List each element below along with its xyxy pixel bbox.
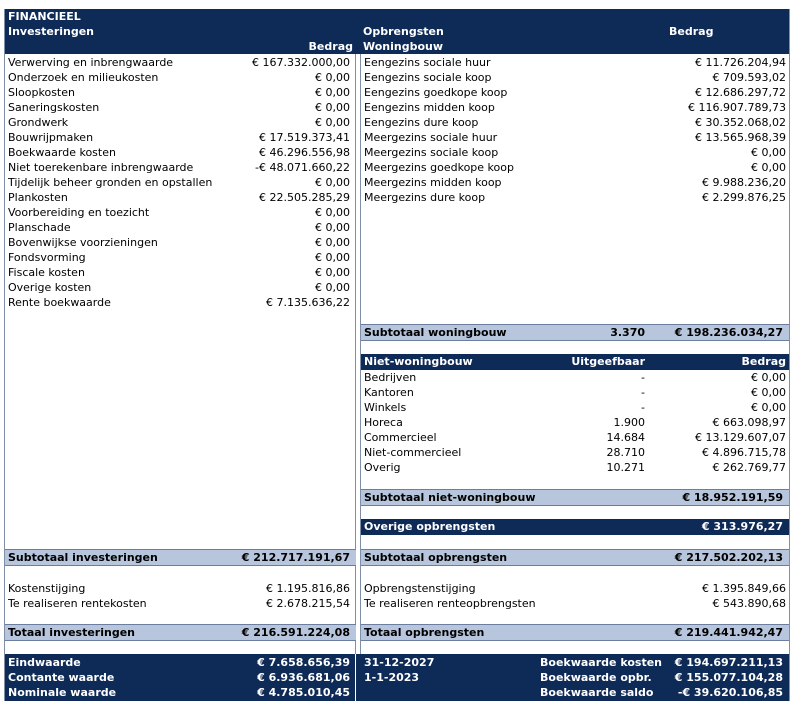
investering-label: Rente boekwaarde — [8, 296, 111, 309]
investering-value: -€ 48.071.660,22 — [255, 161, 350, 174]
investering-label: Saneringskosten — [8, 101, 100, 114]
footer-label: Eindwaarde — [8, 656, 81, 669]
investering-value: € 0,00 — [315, 101, 350, 114]
woningbouw-label: Eengezins sociale koop — [364, 71, 492, 84]
kostenstijging-label: Kostenstijging — [8, 582, 86, 595]
niet-woningbouw-label: Winkels — [364, 401, 407, 414]
investeringen-heading: Investeringen — [8, 25, 95, 38]
investering-value: € 0,00 — [315, 236, 350, 249]
investering-value: € 0,00 — [315, 251, 350, 264]
woningbouw-value: € 12.686.297,72 — [695, 86, 786, 99]
investering-label: Voorbereiding en toezicht — [8, 206, 150, 219]
bedrag-heading-left: Bedrag — [308, 40, 353, 53]
woningbouw-value: € 0,00 — [751, 161, 786, 174]
kostenstijging-value: € 1.195.816,86 — [266, 582, 350, 595]
investering-label: Fondsvorming — [8, 251, 86, 264]
niet-woningbouw-value: € 0,00 — [751, 401, 786, 414]
woningbouw-label: Meergezins dure koop — [364, 191, 486, 204]
subtotaal-opbrengsten-value: € 217.502.202,13 — [674, 551, 783, 564]
niet-woningbouw-uitgeefbaar: 10.271 — [606, 461, 645, 474]
woningbouw-value: € 116.907.789,73 — [688, 101, 786, 114]
investering-label: Plankosten — [8, 191, 68, 204]
investering-value: € 22.505.285,29 — [259, 191, 350, 204]
opbrengstenstijging-label: Opbrengstenstijging — [364, 582, 476, 595]
niet-woningbouw-heading: Niet-woningbouw — [364, 355, 473, 368]
woningbouw-label: Eengezins dure koop — [364, 116, 479, 129]
investering-label: Tijdelijk beheer gronden en opstallen — [8, 176, 213, 189]
investering-label: Onderzoek en milieukosten — [8, 71, 159, 84]
woningbouw-label: Eengezins sociale huur — [364, 56, 491, 69]
overige-opbrengsten-value: € 313.976,27 — [701, 520, 783, 533]
column-divider-left — [355, 54, 356, 671]
renteopbrengsten-value: € 543.890,68 — [712, 597, 786, 610]
totaal-opbrengsten-label: Totaal opbrengsten — [364, 626, 485, 639]
investering-label: Fiscale kosten — [8, 266, 85, 279]
woningbouw-value: € 2.299.876,25 — [702, 191, 786, 204]
niet-woningbouw-label: Commercieel — [364, 431, 437, 444]
footer-label: Contante waarde — [8, 671, 115, 684]
footer-value: € 4.785.010,45 — [257, 686, 350, 699]
woningbouw-value: € 0,00 — [751, 146, 786, 159]
niet-woningbouw-uitgeefbaar: - — [641, 401, 645, 414]
investering-value: € 0,00 — [315, 86, 350, 99]
footer-value-right: -€ 39.620.106,85 — [677, 686, 783, 699]
investering-label: Planschade — [8, 221, 71, 234]
investering-value: € 0,00 — [315, 221, 350, 234]
niet-woningbouw-label: Horeca — [364, 416, 403, 429]
niet-woningbouw-label: Kantoren — [364, 386, 414, 399]
footer-value-right: € 194.697.211,13 — [674, 656, 783, 669]
uitgeefbaar-heading: Uitgeefbaar — [571, 355, 645, 368]
footer-label-right: Boekwaarde saldo — [540, 686, 654, 699]
investering-value: € 0,00 — [315, 116, 350, 129]
footer-date: 31-12-2027 — [364, 656, 435, 669]
footer-label-right: Boekwaarde opbr. — [540, 671, 652, 684]
niet-woningbouw-uitgeefbaar: - — [641, 386, 645, 399]
subtotaal-niet-woningbouw-value: € 18.952.191,59 — [682, 491, 783, 504]
niet-woningbouw-uitgeefbaar: 1.900 — [613, 416, 645, 429]
opbrengstenstijging-value: € 1.395.849,66 — [702, 582, 786, 595]
woningbouw-label: Meergezins midden koop — [364, 176, 502, 189]
bedrag-heading-nw: Bedrag — [741, 355, 786, 368]
woningbouw-label: Meergezins goedkope koop — [364, 161, 514, 174]
footer-label-right: Boekwaarde kosten — [540, 656, 662, 669]
totaal-opbrengsten-value: € 219.441.942,47 — [674, 626, 783, 639]
niet-woningbouw-value: € 663.098,97 — [712, 416, 786, 429]
investering-label: Overige kosten — [8, 281, 92, 294]
footer-value: € 6.936.681,06 — [257, 671, 350, 684]
footer-label: Nominale waarde — [8, 686, 117, 699]
investering-value: € 167.332.000,00 — [252, 56, 350, 69]
investering-value: € 0,00 — [315, 206, 350, 219]
investering-value: € 0,00 — [315, 176, 350, 189]
investering-value: € 46.296.556,98 — [259, 146, 350, 159]
footer-value-right: € 155.077.104,28 — [674, 671, 783, 684]
investering-value: € 7.135.636,22 — [266, 296, 350, 309]
investering-label: Verwerving en inbrengwaarde — [8, 56, 174, 69]
niet-woningbouw-value: € 0,00 — [751, 386, 786, 399]
investering-label: Bovenwijkse voorzieningen — [8, 236, 158, 249]
subtotaal-woningbouw-value: € 198.236.034,27 — [674, 326, 783, 339]
woningbouw-label: Meergezins sociale koop — [364, 146, 499, 159]
totaal-investeringen-value: € 216.591.224,08 — [241, 626, 350, 639]
woningbouw-value: € 709.593,02 — [712, 71, 786, 84]
totaal-investeringen-label: Totaal investeringen — [8, 626, 135, 639]
footer-date: 1-1-2023 — [364, 671, 420, 684]
niet-woningbouw-label: Niet-commercieel — [364, 446, 462, 459]
footer-divider — [355, 654, 356, 701]
subtotaal-woningbouw-label: Subtotaal woningbouw — [364, 326, 507, 339]
renteopbrengsten-label: Te realiseren renteopbrengsten — [364, 597, 536, 610]
investering-value: € 0,00 — [315, 71, 350, 84]
woningbouw-value: € 30.352.068,02 — [695, 116, 786, 129]
overige-opbrengsten-label: Overige opbrengsten — [364, 520, 496, 533]
investering-label: Sloopkosten — [8, 86, 75, 99]
subtotaal-investeringen-value: € 212.717.191,67 — [241, 551, 350, 564]
investering-label: Niet toerekenbare inbrengwaarde — [8, 161, 194, 174]
woningbouw-label: Meergezins sociale huur — [364, 131, 498, 144]
woningbouw-label: Eengezins goedkope koop — [364, 86, 508, 99]
investering-label: Grondwerk — [8, 116, 69, 129]
bedrag-heading-right: Bedrag — [669, 25, 714, 38]
subtotaal-investeringen-label: Subtotaal investeringen — [8, 551, 158, 564]
subtotaal-niet-woningbouw-label: Subtotaal niet-woningbouw — [364, 491, 536, 504]
investering-value: € 17.519.373,41 — [259, 131, 350, 144]
woningbouw-value: € 9.988.236,20 — [702, 176, 786, 189]
niet-woningbouw-uitgeefbaar: 28.710 — [606, 446, 645, 459]
investering-value: € 0,00 — [315, 266, 350, 279]
woningbouw-value: € 11.726.204,94 — [695, 56, 786, 69]
woningbouw-value: € 13.565.968,39 — [695, 131, 786, 144]
niet-woningbouw-value: € 262.769,77 — [712, 461, 786, 474]
niet-woningbouw-value: € 0,00 — [751, 371, 786, 384]
subtotaal-opbrengsten-label: Subtotaal opbrengsten — [364, 551, 508, 564]
niet-woningbouw-label: Bedrijven — [364, 371, 417, 384]
niet-woningbouw-uitgeefbaar: - — [641, 371, 645, 384]
niet-woningbouw-uitgeefbaar: 14.684 — [606, 431, 645, 444]
niet-woningbouw-label: Overig — [364, 461, 401, 474]
rentekosten-label: Te realiseren rentekosten — [8, 597, 147, 610]
rentekosten-value: € 2.678.215,54 — [266, 597, 350, 610]
woningbouw-heading: Woningbouw — [363, 40, 444, 53]
investering-label: Boekwaarde kosten — [8, 146, 116, 159]
investering-value: € 0,00 — [315, 281, 350, 294]
woningbouw-label: Eengezins midden koop — [364, 101, 495, 114]
sheet-title: FINANCIEEL — [8, 10, 81, 23]
subtotaal-woningbouw-count: 3.370 — [610, 326, 645, 339]
footer-value: € 7.658.656,39 — [257, 656, 350, 669]
niet-woningbouw-value: € 4.896.715,78 — [702, 446, 786, 459]
niet-woningbouw-value: € 13.129.607,07 — [695, 431, 786, 444]
investering-label: Bouwrijpmaken — [8, 131, 94, 144]
opbrengsten-heading: Opbrengsten — [363, 25, 444, 38]
financial-sheet — [4, 9, 790, 701]
